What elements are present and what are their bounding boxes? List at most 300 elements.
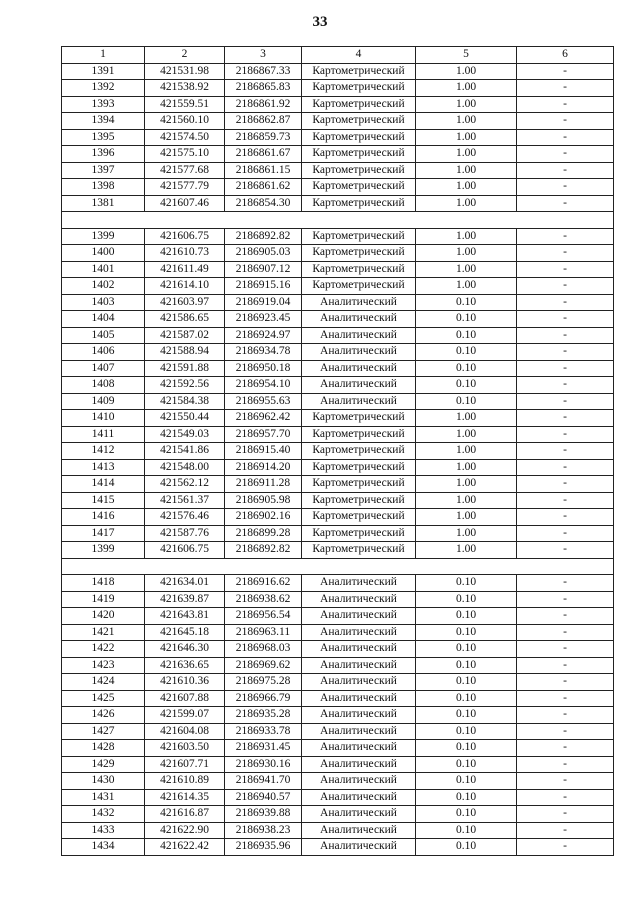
- table-cell: 1.00: [416, 410, 517, 427]
- table-cell: 1.00: [416, 426, 517, 443]
- table-cell: 2186924.97: [225, 327, 302, 344]
- table-cell: 0.10: [416, 393, 517, 410]
- table-cell: Аналитический: [302, 294, 416, 311]
- table-cell: -: [517, 162, 614, 179]
- table-cell: 421645.18: [145, 624, 225, 641]
- table-cell: 0.10: [416, 377, 517, 394]
- table-row: [62, 674, 614, 691]
- table-cell: 0.10: [416, 344, 517, 361]
- table-cell: 1394: [62, 113, 145, 130]
- table-row: [62, 608, 614, 625]
- table-cell: -: [517, 822, 614, 839]
- table-row: [62, 492, 614, 509]
- table-cell: -: [517, 789, 614, 806]
- table-cell: 1.00: [416, 63, 517, 80]
- table-row: [62, 740, 614, 757]
- table-cell: Аналитический: [302, 740, 416, 757]
- table-cell: -: [517, 575, 614, 592]
- table-cell: 1410: [62, 410, 145, 427]
- table-row: [62, 591, 614, 608]
- table-cell: -: [517, 723, 614, 740]
- table-cell: 0.10: [416, 608, 517, 625]
- table-cell: 1.00: [416, 245, 517, 262]
- table-cell: 421614.35: [145, 789, 225, 806]
- table-row: [62, 806, 614, 823]
- column-header: 4: [302, 47, 416, 64]
- table-cell: Аналитический: [302, 327, 416, 344]
- table-cell: -: [517, 740, 614, 757]
- table-cell: 2186962.42: [225, 410, 302, 427]
- table-cell: 421614.10: [145, 278, 225, 295]
- table-row: [62, 542, 614, 559]
- table-cell: 2186935.28: [225, 707, 302, 724]
- table-cell: Аналитический: [302, 789, 416, 806]
- table-cell: 1399: [62, 542, 145, 559]
- table-row: [62, 839, 614, 856]
- table-cell: 2186907.12: [225, 261, 302, 278]
- table-cell: 0.10: [416, 641, 517, 658]
- table-cell: 1421: [62, 624, 145, 641]
- table-cell: 421606.75: [145, 228, 225, 245]
- table-cell: -: [517, 228, 614, 245]
- table-cell: Аналитический: [302, 575, 416, 592]
- table-cell: 421577.68: [145, 162, 225, 179]
- table-cell: Картометрический: [302, 476, 416, 493]
- table-cell: 1.00: [416, 162, 517, 179]
- table-cell: -: [517, 96, 614, 113]
- table-row: [62, 96, 614, 113]
- table-row: [62, 773, 614, 790]
- table-cell: 421561.37: [145, 492, 225, 509]
- column-header: 2: [145, 47, 225, 64]
- table-cell: Аналитический: [302, 806, 416, 823]
- table-cell: 1.00: [416, 476, 517, 493]
- table-cell: 1396: [62, 146, 145, 163]
- table-cell: 2186892.82: [225, 228, 302, 245]
- table-cell: -: [517, 245, 614, 262]
- table-cell: 421604.08: [145, 723, 225, 740]
- table-row: [62, 723, 614, 740]
- table-cell: 1.00: [416, 509, 517, 526]
- table-cell: 2186861.15: [225, 162, 302, 179]
- table-row: [62, 575, 614, 592]
- table-cell: 2186935.96: [225, 839, 302, 856]
- table-cell: 0.10: [416, 740, 517, 757]
- table-cell: -: [517, 327, 614, 344]
- table-cell: 2186865.83: [225, 80, 302, 97]
- table-cell: 1401: [62, 261, 145, 278]
- table-cell: -: [517, 542, 614, 559]
- table-cell: 421607.88: [145, 690, 225, 707]
- table-cell: Аналитический: [302, 690, 416, 707]
- table-cell: Аналитический: [302, 377, 416, 394]
- table-cell: -: [517, 459, 614, 476]
- table-cell: Аналитический: [302, 707, 416, 724]
- table-cell: 0.10: [416, 690, 517, 707]
- table-cell: 2186905.98: [225, 492, 302, 509]
- table-cell: -: [517, 146, 614, 163]
- table-cell: 421622.42: [145, 839, 225, 856]
- table-cell: 0.10: [416, 311, 517, 328]
- table-row: [62, 228, 614, 245]
- table-cell: 2186957.70: [225, 426, 302, 443]
- empty-cell: [62, 558, 614, 575]
- table-row: [62, 360, 614, 377]
- table-cell: 1.00: [416, 146, 517, 163]
- table-cell: Аналитический: [302, 393, 416, 410]
- table-row: [62, 261, 614, 278]
- table-cell: Аналитический: [302, 723, 416, 740]
- table-row: [62, 509, 614, 526]
- table-separator-row: [62, 212, 614, 229]
- table-cell: 2186931.45: [225, 740, 302, 757]
- table-cell: Картометрический: [302, 162, 416, 179]
- table-cell: 2186934.78: [225, 344, 302, 361]
- table-cell: 1432: [62, 806, 145, 823]
- table-cell: 1407: [62, 360, 145, 377]
- table-cell: 2186914.20: [225, 459, 302, 476]
- table-cell: Картометрический: [302, 80, 416, 97]
- table-cell: 0.10: [416, 822, 517, 839]
- page-number: 33: [312, 14, 328, 30]
- table-cell: 421610.36: [145, 674, 225, 691]
- table-cell: 2186861.92: [225, 96, 302, 113]
- table-cell: Картометрический: [302, 96, 416, 113]
- table-cell: 1408: [62, 377, 145, 394]
- table-cell: 1.00: [416, 96, 517, 113]
- table-cell: -: [517, 311, 614, 328]
- table-cell: 1.00: [416, 195, 517, 212]
- table-cell: Картометрический: [302, 195, 416, 212]
- table-body: [62, 63, 614, 855]
- table-cell: Аналитический: [302, 773, 416, 790]
- table-cell: 1403: [62, 294, 145, 311]
- table-cell: 421591.88: [145, 360, 225, 377]
- table-cell: 421588.94: [145, 344, 225, 361]
- table-cell: 421562.12: [145, 476, 225, 493]
- table-cell: -: [517, 690, 614, 707]
- table-cell: 1391: [62, 63, 145, 80]
- table-cell: 0.10: [416, 591, 517, 608]
- table-cell: 1431: [62, 789, 145, 806]
- table-cell: -: [517, 624, 614, 641]
- table-cell: Картометрический: [302, 63, 416, 80]
- table-cell: 1.00: [416, 179, 517, 196]
- table-cell: 1422: [62, 641, 145, 658]
- table-cell: Картометрический: [302, 443, 416, 460]
- table-cell: -: [517, 80, 614, 97]
- table-cell: 2186854.30: [225, 195, 302, 212]
- table-cell: 421550.44: [145, 410, 225, 427]
- table-cell: 421592.56: [145, 377, 225, 394]
- table-cell: 0.10: [416, 773, 517, 790]
- table-cell: Картометрический: [302, 129, 416, 146]
- table-row: [62, 641, 614, 658]
- table-cell: -: [517, 294, 614, 311]
- table-cell: 1412: [62, 443, 145, 460]
- table-cell: 2186954.10: [225, 377, 302, 394]
- table-cell: 2186905.03: [225, 245, 302, 262]
- table-row: [62, 624, 614, 641]
- table-cell: 1.00: [416, 459, 517, 476]
- table-row: [62, 393, 614, 410]
- table-cell: -: [517, 476, 614, 493]
- table-cell: 1418: [62, 575, 145, 592]
- table-cell: 1381: [62, 195, 145, 212]
- table-cell: 2186867.33: [225, 63, 302, 80]
- table-cell: Картометрический: [302, 228, 416, 245]
- table-cell: Аналитический: [302, 624, 416, 641]
- table-cell: -: [517, 492, 614, 509]
- table-row: [62, 113, 614, 130]
- table-cell: -: [517, 674, 614, 691]
- table-cell: 421636.65: [145, 657, 225, 674]
- table-cell: Картометрический: [302, 492, 416, 509]
- table-row: [62, 344, 614, 361]
- column-header: 5: [416, 47, 517, 64]
- table-cell: -: [517, 129, 614, 146]
- table-cell: 2186919.04: [225, 294, 302, 311]
- table-cell: 0.10: [416, 294, 517, 311]
- table-cell: Картометрический: [302, 278, 416, 295]
- table-cell: 1417: [62, 525, 145, 542]
- table-cell: -: [517, 591, 614, 608]
- table-row: [62, 278, 614, 295]
- table-cell: 421574.50: [145, 129, 225, 146]
- table-cell: 2186902.16: [225, 509, 302, 526]
- table-cell: 0.10: [416, 723, 517, 740]
- table-cell: -: [517, 377, 614, 394]
- table-cell: 1416: [62, 509, 145, 526]
- table-cell: 421538.92: [145, 80, 225, 97]
- table-cell: 0.10: [416, 575, 517, 592]
- table-cell: 2186938.62: [225, 591, 302, 608]
- table-cell: 0.10: [416, 789, 517, 806]
- table-cell: 1.00: [416, 113, 517, 130]
- table-cell: Аналитический: [302, 608, 416, 625]
- table-cell: 1398: [62, 179, 145, 196]
- table-cell: 1429: [62, 756, 145, 773]
- table-cell: 1.00: [416, 129, 517, 146]
- table-row: [62, 245, 614, 262]
- table-cell: 1420: [62, 608, 145, 625]
- table-cell: 1.00: [416, 542, 517, 559]
- table-cell: 0.10: [416, 806, 517, 823]
- table-row: [62, 195, 614, 212]
- table-cell: Аналитический: [302, 311, 416, 328]
- table-row: [62, 789, 614, 806]
- table-cell: 2186940.57: [225, 789, 302, 806]
- table-cell: 1405: [62, 327, 145, 344]
- table-cell: 2186969.62: [225, 657, 302, 674]
- table-cell: Картометрический: [302, 179, 416, 196]
- table-cell: 421616.87: [145, 806, 225, 823]
- table-cell: 421622.90: [145, 822, 225, 839]
- table-cell: -: [517, 179, 614, 196]
- table-row: [62, 294, 614, 311]
- table-cell: 0.10: [416, 360, 517, 377]
- table-cell: 421584.38: [145, 393, 225, 410]
- table-cell: 2186923.45: [225, 311, 302, 328]
- table-row: [62, 162, 614, 179]
- table-cell: 0.10: [416, 657, 517, 674]
- table-cell: 1411: [62, 426, 145, 443]
- table-cell: -: [517, 261, 614, 278]
- table-cell: 2186975.28: [225, 674, 302, 691]
- table-cell: Аналитический: [302, 641, 416, 658]
- table-cell: Картометрический: [302, 261, 416, 278]
- column-header: 6: [517, 47, 614, 64]
- table-row: [62, 476, 614, 493]
- table-cell: 421548.00: [145, 459, 225, 476]
- table-cell: 421586.65: [145, 311, 225, 328]
- table-cell: Картометрический: [302, 146, 416, 163]
- table-row: [62, 756, 614, 773]
- table-cell: -: [517, 410, 614, 427]
- table-cell: 1415: [62, 492, 145, 509]
- table-cell: 2186956.54: [225, 608, 302, 625]
- table-cell: 421610.89: [145, 773, 225, 790]
- table-cell: 1.00: [416, 443, 517, 460]
- table-cell: -: [517, 63, 614, 80]
- table-row: [62, 129, 614, 146]
- table-cell: 1.00: [416, 278, 517, 295]
- table-cell: 2186861.67: [225, 146, 302, 163]
- table-cell: 421606.75: [145, 542, 225, 559]
- table-cell: 1404: [62, 311, 145, 328]
- table-cell: Картометрический: [302, 426, 416, 443]
- table-cell: 1406: [62, 344, 145, 361]
- table-cell: Аналитический: [302, 756, 416, 773]
- empty-cell: [62, 212, 614, 229]
- table-cell: 1428: [62, 740, 145, 757]
- table-cell: 2186915.40: [225, 443, 302, 460]
- header-row: [62, 47, 614, 64]
- table-cell: Картометрический: [302, 410, 416, 427]
- table-cell: 2186963.11: [225, 624, 302, 641]
- table-cell: -: [517, 443, 614, 460]
- table-cell: -: [517, 360, 614, 377]
- table-cell: 1395: [62, 129, 145, 146]
- table-cell: 2186950.18: [225, 360, 302, 377]
- table-cell: 1392: [62, 80, 145, 97]
- table-row: [62, 146, 614, 163]
- table-cell: Аналитический: [302, 344, 416, 361]
- table-cell: 0.10: [416, 327, 517, 344]
- table-cell: Картометрический: [302, 245, 416, 262]
- table-cell: 2186941.70: [225, 773, 302, 790]
- table-row: [62, 377, 614, 394]
- table-cell: 2186955.63: [225, 393, 302, 410]
- table-cell: 1.00: [416, 261, 517, 278]
- table-cell: Картометрический: [302, 113, 416, 130]
- table-cell: 421531.98: [145, 63, 225, 80]
- table-cell: 421541.86: [145, 443, 225, 460]
- table-cell: 1419: [62, 591, 145, 608]
- table-cell: 2186938.23: [225, 822, 302, 839]
- table-cell: 1.00: [416, 492, 517, 509]
- table-cell: 1434: [62, 839, 145, 856]
- table-cell: 1426: [62, 707, 145, 724]
- table-cell: 1409: [62, 393, 145, 410]
- table-cell: 1425: [62, 690, 145, 707]
- table-cell: 2186933.78: [225, 723, 302, 740]
- table-cell: 0.10: [416, 674, 517, 691]
- table-cell: 1414: [62, 476, 145, 493]
- table-cell: 2186862.87: [225, 113, 302, 130]
- table-cell: 421646.30: [145, 641, 225, 658]
- table-cell: 2186859.73: [225, 129, 302, 146]
- table-cell: 1393: [62, 96, 145, 113]
- table-cell: 421611.49: [145, 261, 225, 278]
- table-cell: -: [517, 509, 614, 526]
- table-cell: 1.00: [416, 80, 517, 97]
- table-cell: 421575.10: [145, 146, 225, 163]
- table-cell: -: [517, 657, 614, 674]
- table-row: [62, 426, 614, 443]
- table-cell: 421587.76: [145, 525, 225, 542]
- table-cell: -: [517, 344, 614, 361]
- table-cell: -: [517, 195, 614, 212]
- table-cell: 421549.03: [145, 426, 225, 443]
- table-cell: 2186899.28: [225, 525, 302, 542]
- table-cell: -: [517, 641, 614, 658]
- table-cell: 421634.01: [145, 575, 225, 592]
- table-cell: Картометрический: [302, 542, 416, 559]
- table-cell: 0.10: [416, 624, 517, 641]
- table-row: [62, 443, 614, 460]
- table-row: [62, 327, 614, 344]
- table-cell: 421603.50: [145, 740, 225, 757]
- table-cell: 2186861.62: [225, 179, 302, 196]
- table-cell: 2186930.16: [225, 756, 302, 773]
- table-cell: Картометрический: [302, 459, 416, 476]
- table-cell: -: [517, 839, 614, 856]
- table-cell: 1423: [62, 657, 145, 674]
- table-cell: 1424: [62, 674, 145, 691]
- table-cell: -: [517, 393, 614, 410]
- table-cell: 2186966.79: [225, 690, 302, 707]
- table-cell: -: [517, 426, 614, 443]
- table-cell: -: [517, 773, 614, 790]
- table-cell: Аналитический: [302, 360, 416, 377]
- coordinates-table: [61, 46, 614, 856]
- table-row: [62, 822, 614, 839]
- table-cell: 421599.07: [145, 707, 225, 724]
- table-cell: Аналитический: [302, 839, 416, 856]
- table-cell: Аналитический: [302, 674, 416, 691]
- table-cell: -: [517, 756, 614, 773]
- table-row: [62, 690, 614, 707]
- table-row: [62, 459, 614, 476]
- table-cell: Аналитический: [302, 657, 416, 674]
- table-row: [62, 63, 614, 80]
- table-cell: 2186915.16: [225, 278, 302, 295]
- table-cell: 421639.87: [145, 591, 225, 608]
- table-cell: 1.00: [416, 228, 517, 245]
- table-cell: 2186916.62: [225, 575, 302, 592]
- table-cell: 1400: [62, 245, 145, 262]
- table-row: [62, 707, 614, 724]
- table-cell: 421607.46: [145, 195, 225, 212]
- table-cell: -: [517, 608, 614, 625]
- table-cell: 2186939.88: [225, 806, 302, 823]
- table-cell: 421559.51: [145, 96, 225, 113]
- table-row: [62, 311, 614, 328]
- table-row: [62, 657, 614, 674]
- table-cell: Аналитический: [302, 591, 416, 608]
- table-cell: 0.10: [416, 756, 517, 773]
